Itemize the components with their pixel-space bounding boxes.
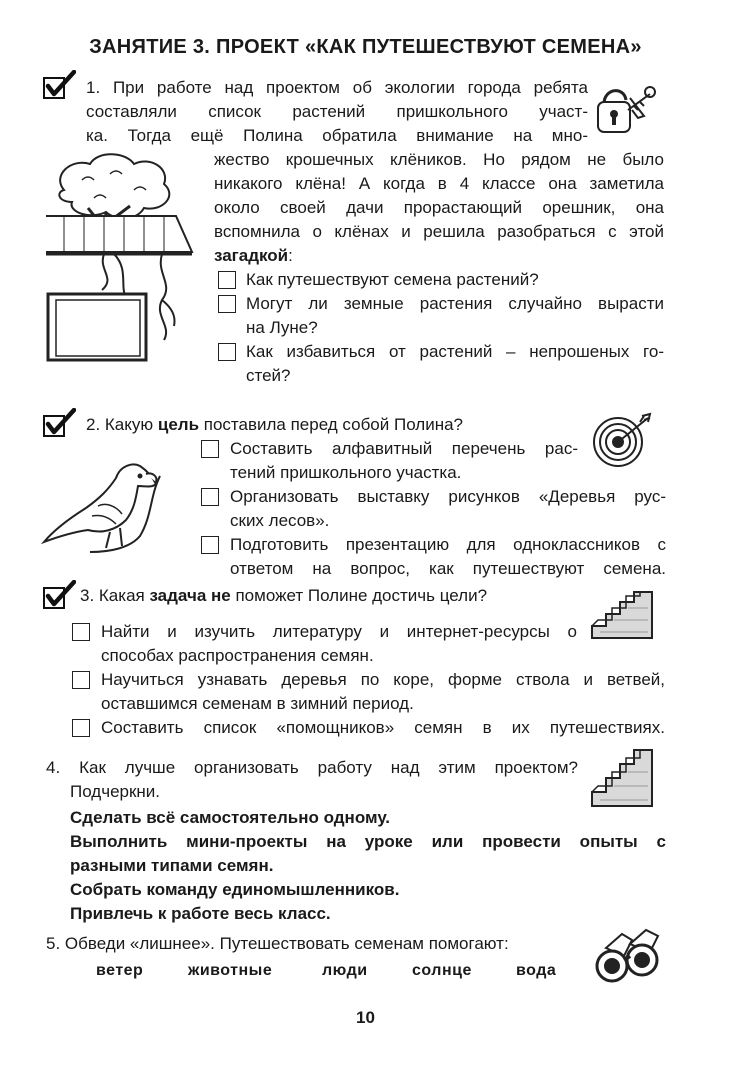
- question-2-text: 2. Какую цель поставила перед собой Полина?: [86, 415, 463, 434]
- q1-option-1-checkbox[interactable]: [218, 271, 236, 289]
- bird-on-branch-illustration: [40, 456, 190, 556]
- q2-option-3-checkbox[interactable]: [201, 536, 219, 554]
- question-1-text-cont: жество крошечных клёников. Но рядом не было никакого клёна! А когда в 4 классе она заметила около своей дачи прорастающий орешник, она вспомнила о клёнах и решила разобраться с этой: [214, 150, 664, 241]
- page-title: ЗАНЯТИЕ 3. ПРОЕКТ «КАК ПУТЕШЕСТВУЮТ СЕМЕНА»: [89, 36, 642, 58]
- q2-option-1-label-cont: тений пришкольного участка.: [230, 463, 462, 482]
- page-number: 10: [356, 1008, 375, 1027]
- checkmark-icon: [42, 408, 76, 438]
- q2-option-2-label: Организовать выставку рисунков «Деревья рус-: [230, 487, 666, 506]
- q2-option-2-checkbox[interactable]: [201, 488, 219, 506]
- q3-option-1-label-cont: способах распространения семян.: [101, 646, 374, 665]
- question-1-text: 1. При работе над проектом об экологии города ребята составляли список растений пришкольного участ- ка. Тогда ещё Полина обратила внимание на мно-: [86, 78, 588, 145]
- q4-answer-1[interactable]: Сделать всё самостоятельно одному.: [70, 808, 391, 827]
- q5-word-people[interactable]: люди: [322, 962, 368, 979]
- question-4-text: 4. Как лучше организовать работу над этим проектом?: [46, 758, 578, 777]
- q1-option-2-checkbox[interactable]: [218, 295, 236, 313]
- q5-word-animals[interactable]: животные: [188, 962, 273, 979]
- q2-option-1-label: Составить алфавитный перечень рас-: [230, 439, 578, 458]
- q3-option-2-checkbox[interactable]: [72, 671, 90, 689]
- q4-answer-2-cont[interactable]: разными типами семян.: [70, 856, 274, 875]
- q1-option-1-label: Как путешествуют семена растений?: [246, 270, 539, 289]
- q1-option-3-checkbox[interactable]: [218, 343, 236, 361]
- q2-option-3-label: Подготовить презентацию для одноклассников с: [230, 535, 666, 554]
- q5-word-wind[interactable]: ветер: [96, 962, 144, 979]
- q1-option-2-label: Могут ли земные растения случайно вырасти: [246, 294, 664, 313]
- q4-answer-3[interactable]: Собрать команду единомышленников.: [70, 880, 400, 899]
- q1-option-3-label-cont: стей?: [246, 366, 291, 385]
- q2-option-3-label-cont: ответом на вопрос, как путешествуют семена.: [230, 559, 666, 578]
- q3-option-1-label: Найти и изучить литературу и интернет-ресурсы о: [101, 622, 577, 641]
- tree-on-roof-illustration: [44, 150, 204, 362]
- q3-option-3-label: Составить список «помощников» семян в их путешествиях.: [101, 718, 665, 737]
- stairs-icon: [590, 590, 654, 640]
- q3-option-1-checkbox[interactable]: [72, 623, 90, 641]
- q5-word-list: [0, 962, 600, 986]
- padlock-key-icon: [594, 82, 658, 138]
- binoculars-icon: [594, 926, 666, 986]
- q5-word-water[interactable]: вода: [516, 962, 557, 979]
- target-icon: [590, 410, 654, 470]
- q1-option-3-label: Как избавиться от растений – непрошеных го-: [246, 342, 664, 361]
- question-3-text: 3. Какая задача не поможет Полине достичь цели?: [80, 586, 488, 605]
- q3-option-2-label-cont: оставшимся семенам в зимний период.: [101, 694, 414, 713]
- checkmark-icon: [42, 580, 76, 610]
- q2-option-1-checkbox[interactable]: [201, 440, 219, 458]
- q4-answer-4[interactable]: Привлечь к работе весь класс.: [70, 904, 331, 923]
- q2-option-2-label-cont: ских лесов».: [230, 511, 330, 530]
- q3-option-2-label: Научиться узнавать деревья по коре, форме ствола и ветвей,: [101, 670, 665, 689]
- q1-option-2-label-cont: на Луне?: [246, 318, 318, 337]
- checkmark-icon: [42, 70, 76, 100]
- q4-answer-2[interactable]: Выполнить мини-проекты на уроке или провести опыты с: [70, 832, 666, 851]
- q3-option-3-checkbox[interactable]: [72, 719, 90, 737]
- q5-word-sun[interactable]: солнце: [412, 962, 472, 979]
- stairs-icon: [590, 748, 654, 808]
- question-4-instruction: Подчеркни.: [70, 782, 161, 801]
- question-1-keyword-line: загадкой:: [214, 246, 293, 265]
- question-5-text: 5. Обведи «лишнее». Путешествовать семенам помогают:: [46, 934, 509, 953]
